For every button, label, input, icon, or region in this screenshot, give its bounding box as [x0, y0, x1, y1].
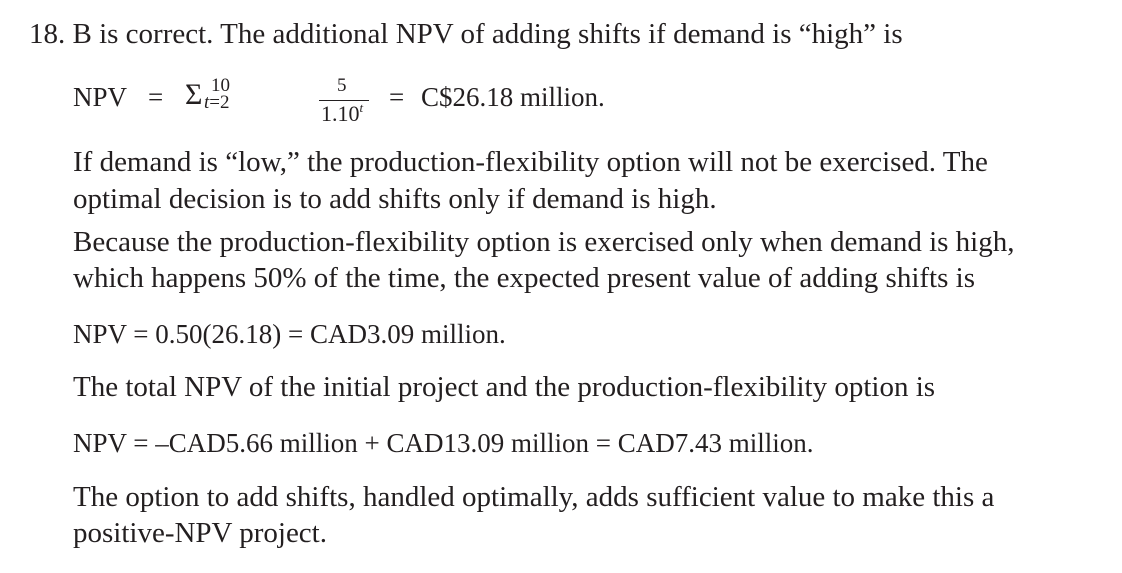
formula-result: C$26.18 million. [421, 82, 605, 112]
formula-equals-2: = [389, 82, 405, 112]
summation-index-start: =2 [209, 92, 230, 113]
total-npv-equation: NPV = –CAD5.66 million + CAD13.09 million = CAD7.43 million. [73, 428, 814, 458]
paragraph-2-line-2: which happens 50% of the time, the expected present value of adding shifts is [73, 262, 975, 294]
paragraph-4-line-1: The option to add shifts, handled optimally, adds sufficient value to make this a [73, 481, 995, 513]
summation-upper-limit: 10 [211, 75, 230, 96]
paragraph-1-line-1: If demand is “low,” the production-flexibility option will not be exercised. The [73, 146, 988, 178]
paragraph-1-line-2: optimal decision is to add shifts only if demand is high. [73, 183, 717, 215]
npv-summation-formula [73, 76, 773, 130]
denominator-exponent: t [359, 100, 364, 115]
denominator-base: 1.10 [321, 101, 360, 126]
summation-sign: Σ [185, 78, 203, 111]
summation-index-variable: t [204, 92, 210, 113]
formula-equals: = [148, 82, 164, 112]
paragraph-2-line-1: Because the production-flexibility option is exercised only when demand is high, [73, 226, 1015, 258]
summation-lower-limit [204, 93, 230, 113]
fraction-denominator [321, 102, 363, 129]
paragraph-3: The total NPV of the initial project and the production-flexibility option is [73, 371, 936, 403]
answer-heading: 18. B is correct. The additional NPV of adding shifts if demand is “high” is [29, 18, 903, 50]
fraction-numerator: 5 [337, 75, 347, 96]
expected-npv-equation: NPV = 0.50(26.18) = CAD3.09 million. [73, 319, 506, 349]
formula-lhs: NPV [73, 82, 128, 112]
paragraph-4-line-2: positive-NPV project. [73, 517, 327, 549]
